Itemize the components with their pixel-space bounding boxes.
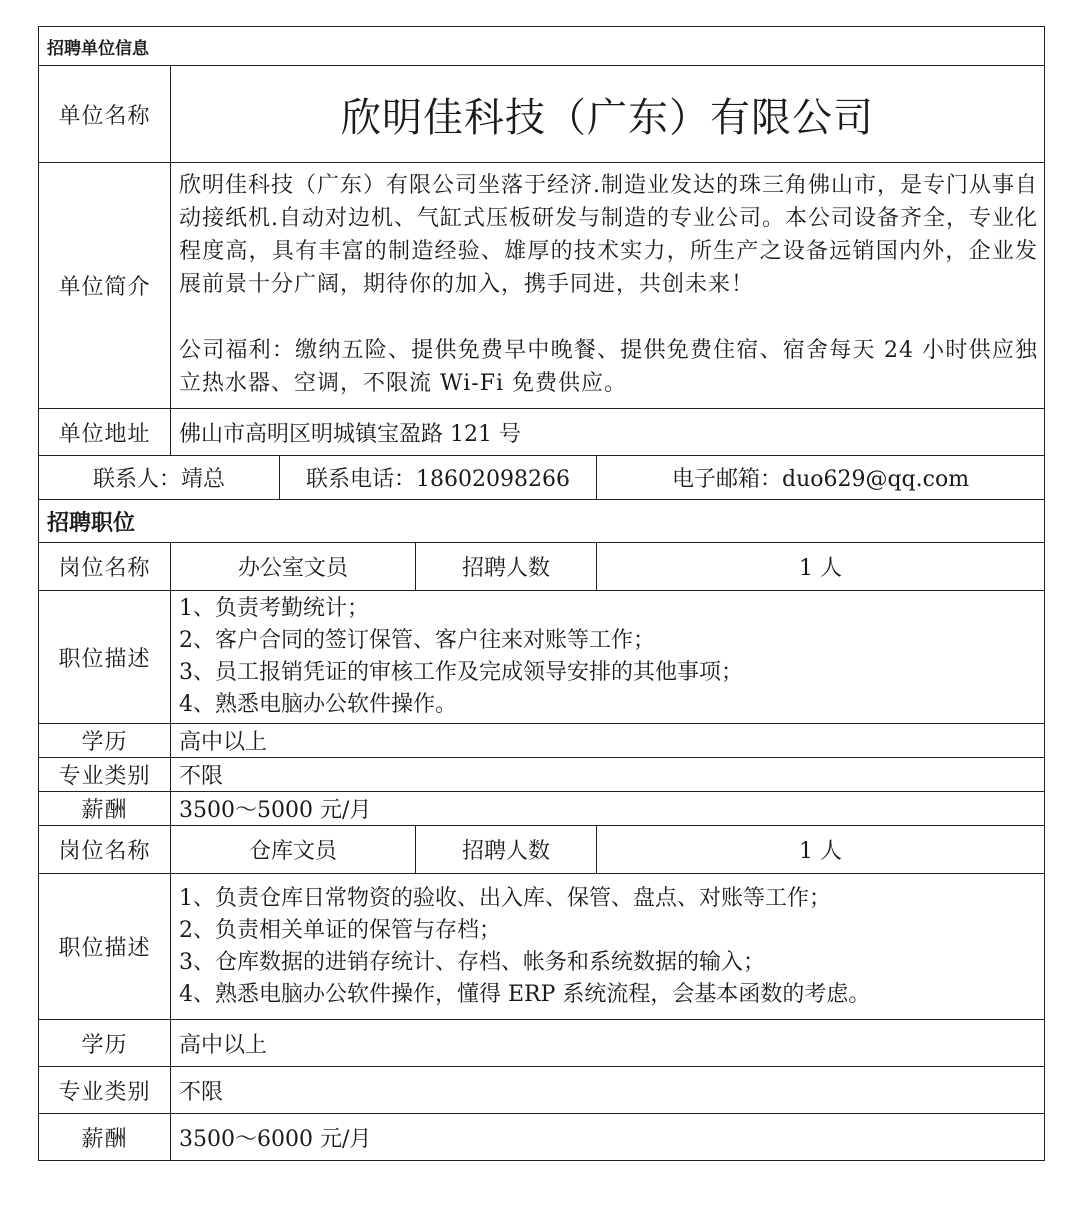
salary-row bbox=[39, 1114, 1045, 1161]
major-row bbox=[39, 758, 1045, 792]
section-positions-title: 招聘职位 bbox=[39, 500, 1045, 543]
position-name: 办公室文员 bbox=[171, 543, 416, 591]
contact-row bbox=[39, 456, 1045, 500]
salary-row bbox=[39, 792, 1045, 826]
major-row bbox=[39, 1067, 1045, 1114]
company-name-row bbox=[39, 66, 1045, 163]
position-description-row bbox=[39, 874, 1045, 1020]
position-name: 仓库文员 bbox=[171, 826, 416, 874]
position-name-label: 岗位名称 bbox=[39, 543, 171, 591]
description-label: 职位描述 bbox=[39, 874, 171, 1020]
headcount-label: 招聘人数 bbox=[416, 826, 597, 874]
duty-item: 2、客户合同的签订保管、客户往来对账等工作； bbox=[179, 628, 655, 653]
duty-item: 2、负责相关单证的保管与存档； bbox=[179, 917, 501, 943]
contact-email: 电子邮箱：duo629@qq.com bbox=[597, 456, 1045, 500]
position-description-row bbox=[39, 591, 1045, 724]
salary-value: 3500～6000 元/月 bbox=[171, 1114, 1045, 1161]
description-label: 职位描述 bbox=[39, 591, 171, 724]
position-name-label: 岗位名称 bbox=[39, 826, 171, 874]
major-value: 不限 bbox=[171, 1067, 1045, 1114]
position-header-row bbox=[39, 826, 1045, 874]
duty-item: 3、员工报销凭证的审核工作及完成领导安排的其他事项； bbox=[179, 660, 743, 685]
company-intro-cell bbox=[171, 163, 1045, 409]
company-intro-label: 单位简介 bbox=[39, 163, 171, 409]
education-value: 高中以上 bbox=[171, 724, 1045, 758]
major-label: 专业类别 bbox=[39, 758, 171, 792]
major-value: 不限 bbox=[171, 758, 1045, 792]
contact-person: 联系人：靖总 bbox=[39, 456, 280, 500]
duty-item: 4、熟悉电脑办公软件操作。 bbox=[179, 692, 457, 717]
section-positions-row bbox=[39, 500, 1045, 543]
company-name-label: 单位名称 bbox=[39, 66, 171, 163]
company-address-label: 单位地址 bbox=[39, 409, 171, 456]
headcount-value: 1 人 bbox=[597, 826, 1045, 874]
recruitment-form bbox=[38, 26, 1045, 1161]
duty-list bbox=[171, 591, 1045, 724]
company-address: 佛山市高明区明城镇宝盈路 121 号 bbox=[171, 409, 1045, 456]
education-label: 学历 bbox=[39, 1020, 171, 1067]
headcount-value: 1 人 bbox=[597, 543, 1045, 591]
company-benefits-text: 公司福利：缴纳五险、提供免费早中晚餐、提供免费住宿、宿舍每天 24 小时供应独立热水器、空调，不限流 Wi-Fi 免费供应。 bbox=[179, 338, 1039, 396]
duty-item: 4、熟悉电脑办公软件操作，懂得 ERP 系统流程，会基本函数的考虑。 bbox=[179, 981, 871, 1007]
education-label: 学历 bbox=[39, 724, 171, 758]
headcount-label: 招聘人数 bbox=[416, 543, 597, 591]
education-row bbox=[39, 1020, 1045, 1067]
company-address-row bbox=[39, 409, 1045, 456]
section-company-row bbox=[39, 27, 1045, 66]
duty-list bbox=[171, 874, 1045, 1020]
major-label: 专业类别 bbox=[39, 1067, 171, 1114]
education-row bbox=[39, 724, 1045, 758]
salary-label: 薪酬 bbox=[39, 1114, 171, 1161]
duty-item: 1、负责仓库日常物资的验收、出入库、保管、盘点、对账等工作； bbox=[179, 885, 831, 911]
education-value: 高中以上 bbox=[171, 1020, 1045, 1067]
contact-phone: 联系电话：18602098266 bbox=[280, 456, 597, 500]
duty-item: 3、仓库数据的进销存统计、存档、帐务和系统数据的输入； bbox=[179, 949, 765, 975]
position-header-row bbox=[39, 543, 1045, 591]
salary-value: 3500～5000 元/月 bbox=[171, 792, 1045, 826]
section-company-title: 招聘单位信息 bbox=[39, 27, 1045, 66]
company-intro-row bbox=[39, 163, 1045, 409]
salary-label: 薪酬 bbox=[39, 792, 171, 826]
company-intro-text: 欣明佳科技（广东）有限公司坐落于经济.制造业发达的珠三角佛山市，是专门从事自动接纸机.自动对边机、气缸式压板研发与制造的专业公司。本公司设备齐全，专业化程度高，具有丰富的制造经验、雄厚的技术实力，所生产之设备远销国内外，企业发展前景十分广阔，期待你的加入，携手同进，共创未来！ bbox=[179, 173, 1039, 297]
company-name: 欣明佳科技（广东）有限公司 bbox=[171, 66, 1045, 163]
duty-item: 1、负责考勤统计； bbox=[179, 596, 369, 621]
